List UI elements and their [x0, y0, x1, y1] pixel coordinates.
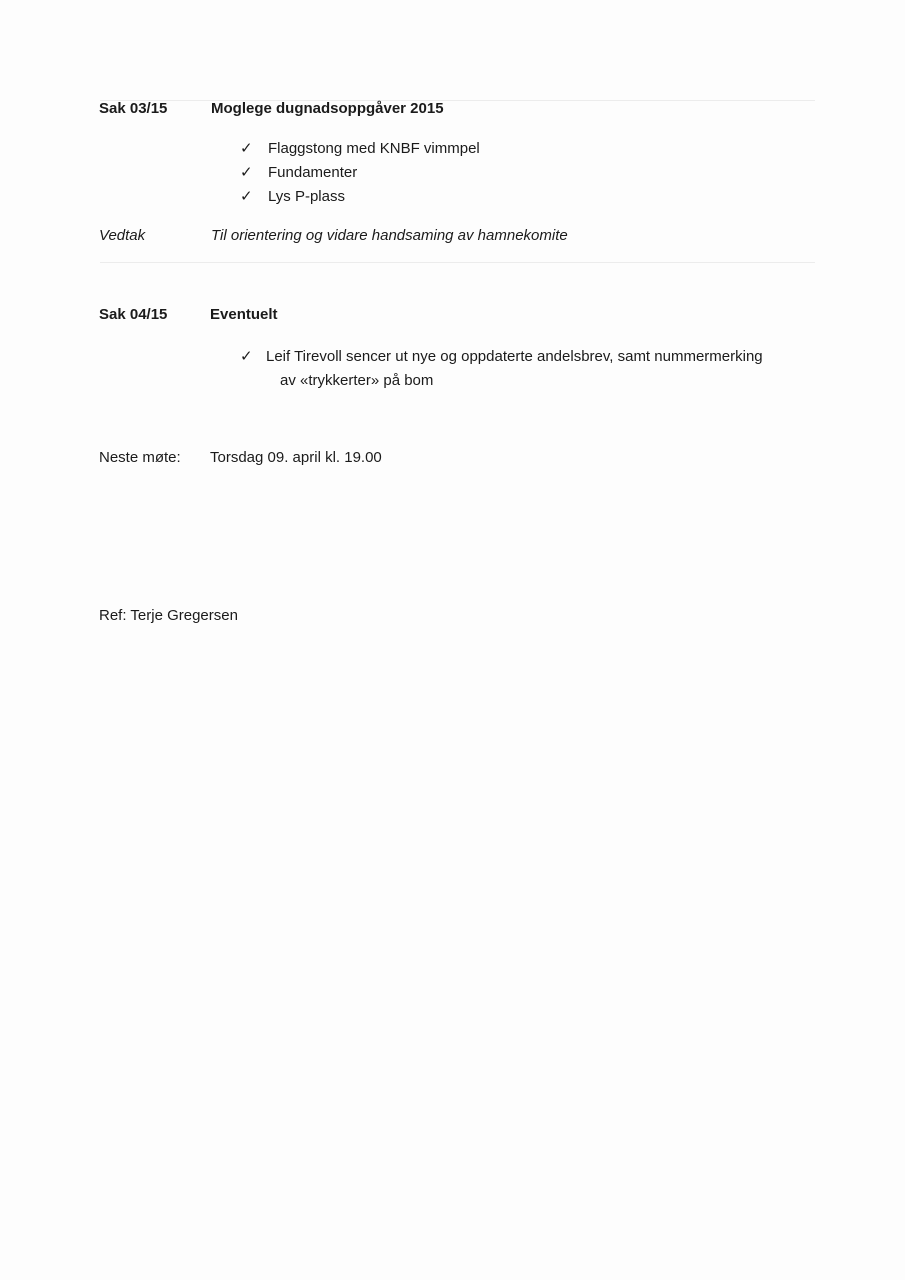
checkmark-icon: ✓ — [240, 188, 253, 205]
bleed-through-rule — [100, 262, 815, 263]
sak-03-title: Moglege dugnadsoppgåver 2015 — [211, 100, 444, 117]
list-item-text: Flaggstong med KNBF vimmpel — [268, 140, 480, 157]
sak-04-label: Sak 04/15 — [99, 306, 168, 323]
sak-04-title: Eventuelt — [210, 306, 278, 323]
vedtak-label: Vedtak — [99, 227, 146, 244]
list-item — [240, 137, 480, 161]
sak-03-label: Sak 03/15 — [99, 100, 168, 117]
list-item — [240, 185, 480, 209]
checkmark-icon: ✓ — [240, 164, 253, 181]
sak-03-checklist — [240, 137, 480, 209]
vedtak-text: Til orientering og vidare handsaming av hamnekomite — [211, 227, 568, 244]
ref-text: Ref: Terje Gregersen — [99, 607, 238, 624]
sak-04-item-line2: av «trykkerter» på bom — [280, 372, 434, 389]
list-item-text: Fundamenter — [268, 164, 358, 181]
bleed-through-rule — [100, 100, 815, 101]
sak-04-item-line1: Leif Tirevoll sencer ut nye og oppdaterte andelsbrev, samt nummermerking — [266, 348, 763, 365]
list-item — [240, 161, 480, 185]
neste-mote-label: Neste møte: — [99, 449, 181, 466]
neste-mote-text: Torsdag 09. april kl. 19.00 — [210, 449, 382, 466]
checkmark-icon: ✓ — [240, 348, 253, 365]
checkmark-icon: ✓ — [240, 140, 253, 157]
list-item-text: Lys P-plass — [268, 188, 345, 205]
